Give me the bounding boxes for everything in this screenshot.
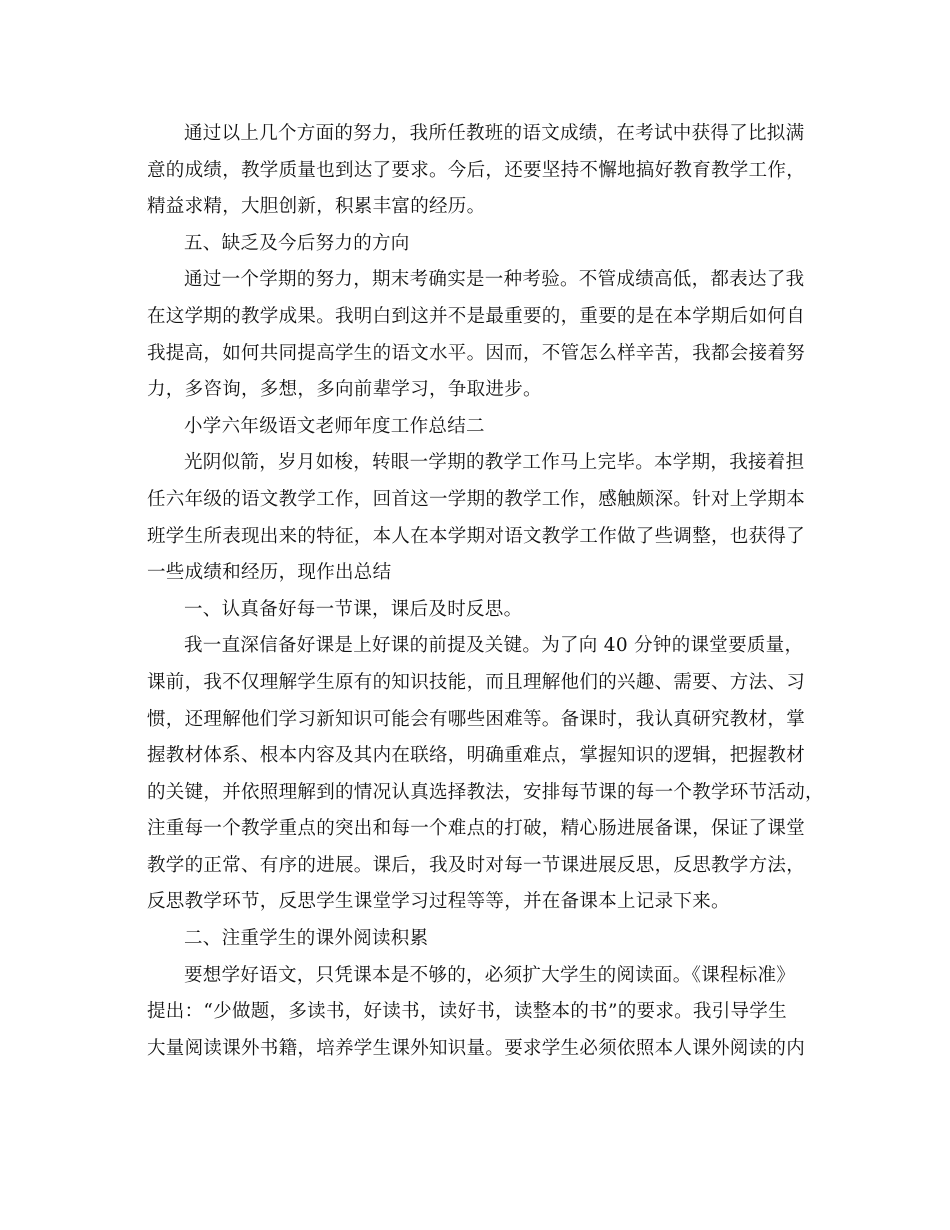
text-line: 课前，我不仅理解学生原有的知识技能，而且理解他们的兴趣、需要、方法、习 bbox=[147, 671, 806, 693]
text-line: 意的成绩，教学质量也到达了要求。今后，还要坚持不懈地搞好教育教学工作， bbox=[147, 159, 806, 181]
text-line: 要想学好语文，只凭课本是不够的，必须扩大学生的阅读面。《课程标准》 bbox=[184, 964, 796, 986]
text-line: 惯，还理解他们学习新知识可能会有哪些困难等。备课时，我认真研究教材，掌 bbox=[147, 708, 806, 730]
text-line: 五、缺乏及今后努力的方向 bbox=[184, 232, 410, 254]
text-line: 大量阅读课外书籍，培养学生课外知识量。要求学生必须依照本人课外阅读的内 bbox=[147, 1037, 806, 1059]
text-line: 二、注重学生的课外阅读积累 bbox=[184, 928, 429, 950]
text-line: 班学生所表现出来的特征，本人在本学期对语文教学工作做了些调整，也获得了 bbox=[147, 525, 806, 547]
text-line: 一些成绩和经历，现作出总结 bbox=[147, 562, 392, 584]
text-line: 反思教学环节，反思学生课堂学习过程等等，并在备课本上记录下来。 bbox=[147, 891, 730, 913]
text-line: 任六年级的语文教学工作，回首这一学期的教学工作，感触颇深。针对上学期本 bbox=[147, 488, 806, 510]
document-page bbox=[147, 116, 824, 1067]
text-line: 在这学期的教学成果。我明白到这并不是最重要的，重要的是在本学期后如何自 bbox=[147, 305, 806, 327]
text-line: 通过以上几个方面的努力，我所任教班的语文成绩，在考试中获得了比拟满 bbox=[184, 123, 805, 144]
text-line: 教学的正常、有序的进展。课后，我及时对每一节课进展反思，反思教学方法， bbox=[147, 854, 806, 876]
text-line: 握教材体系、根本内容及其内在联络，明确重难点，掌握知识的逻辑，把握教材 bbox=[147, 745, 806, 767]
text-line: 提出：“少做题，多读书，好读书，读好书，读整本的书”的要求。我引导学生 bbox=[147, 1001, 787, 1023]
text-line: 精益求精，大胆创新，积累丰富的经历。 bbox=[147, 196, 486, 218]
text-line: 小学六年级语文老师年度工作总结二 bbox=[184, 415, 485, 437]
text-line: 力，多咨询，多想，多向前辈学习，争取进步。 bbox=[147, 379, 542, 401]
text-line: 我一直深信备好课是上好课的前提及关键。为了向 40 分钟的课堂要质量， bbox=[184, 635, 804, 657]
text-line: 的关键，并依照理解到的情况认真选择教法，安排每节课的每一个教学环节活动， bbox=[147, 781, 824, 803]
text-line: 我提高，如何共同提高学生的语文水平。因而，不管怎么样辛苦，我都会接着努 bbox=[147, 342, 806, 364]
text-line: 光阴似箭，岁月如梭，转眼一学期的教学工作马上完毕。本学期，我接着担 bbox=[184, 452, 805, 474]
text-line: 一、认真备好每一节课，课后及时反思。 bbox=[184, 598, 523, 620]
text-line: 通过一个学期的努力，期末考确实是一种考验。不管成绩高低，都表达了我 bbox=[184, 269, 805, 291]
text-line: 注重每一个教学重点的突出和每一个难点的打破，精心肠进展备课，保证了课堂 bbox=[147, 818, 806, 840]
